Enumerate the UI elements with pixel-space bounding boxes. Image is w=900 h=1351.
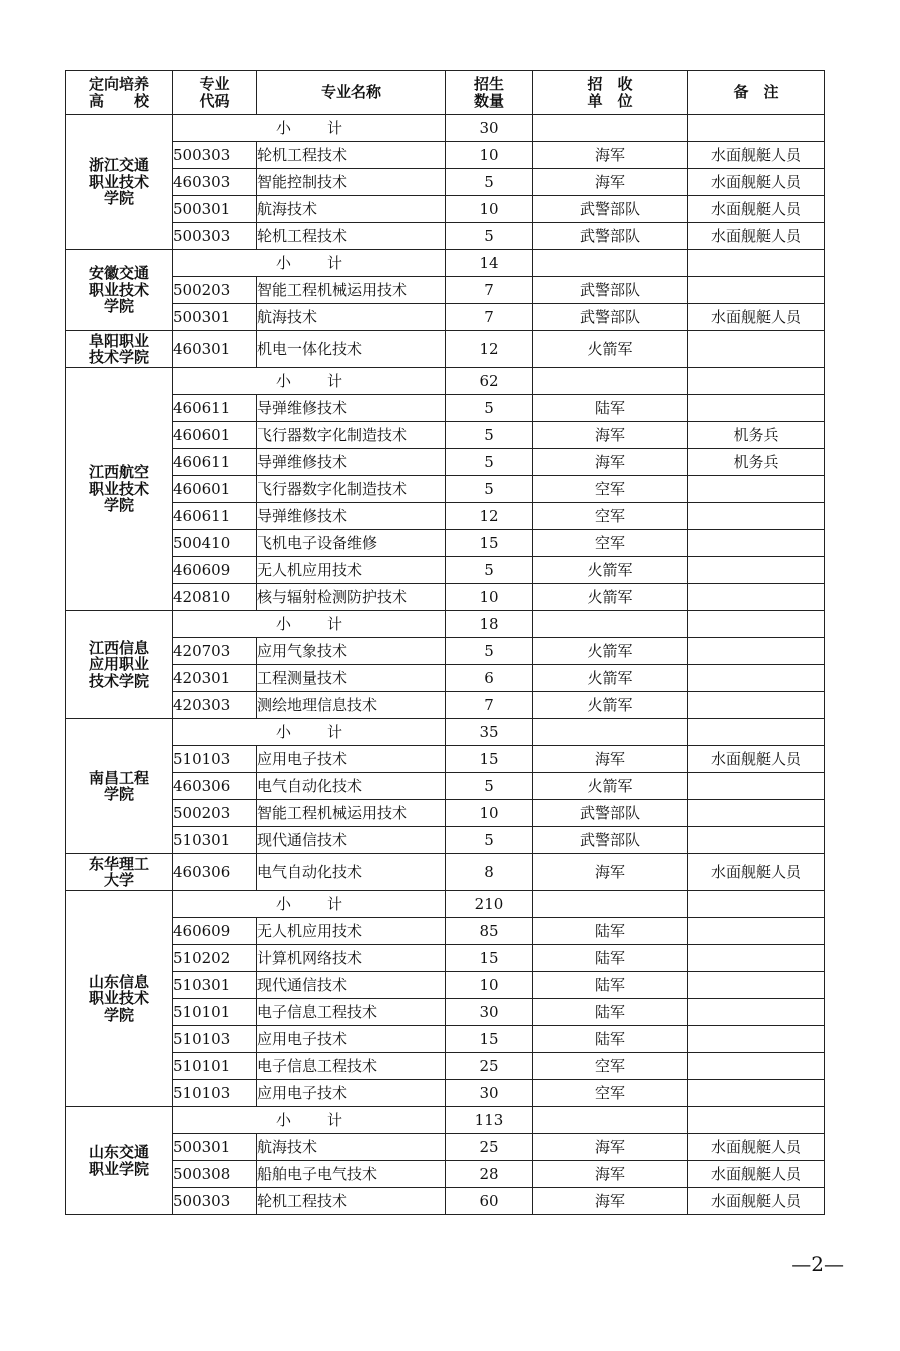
- subtotal-count: 14: [446, 250, 533, 277]
- major-name: 计算机网络技术: [257, 945, 446, 972]
- header-count: [446, 71, 533, 115]
- header-code: [173, 71, 257, 115]
- header-unit: [533, 71, 688, 115]
- remark: [688, 999, 825, 1026]
- recruiting-unit: 海军: [533, 1161, 688, 1188]
- recruiting-unit: 火箭军: [533, 773, 688, 800]
- recruiting-unit: 空军: [533, 1053, 688, 1080]
- recruiting-unit: 武警部队: [533, 223, 688, 250]
- recruiting-unit: 火箭军: [533, 331, 688, 368]
- major-name: 飞行器数字化制造技术: [257, 422, 446, 449]
- major-code: 460306: [173, 773, 257, 800]
- subtotal-label: 小 计: [276, 722, 342, 741]
- recruiting-unit: 海军: [533, 169, 688, 196]
- recruiting-unit: 空军: [533, 476, 688, 503]
- recruiting-unit: 海军: [533, 422, 688, 449]
- table-row: [66, 800, 825, 827]
- remark: 机务兵: [688, 449, 825, 476]
- major-name: 电气自动化技术: [257, 773, 446, 800]
- subtotal-label-cell: [173, 719, 446, 746]
- enrollment-count: 25: [446, 1134, 533, 1161]
- major-code: 500303: [173, 1188, 257, 1215]
- subtotal-label: 小 计: [276, 1110, 342, 1129]
- table-row: [66, 827, 825, 854]
- recruiting-unit: 陆军: [533, 918, 688, 945]
- header-remark-label: 备 注: [733, 83, 779, 102]
- remark: [688, 773, 825, 800]
- major-name: 轮机工程技术: [257, 142, 446, 169]
- enrollment-count: 7: [446, 692, 533, 719]
- enrollment-count: 7: [446, 277, 533, 304]
- enrollment-count: 60: [446, 1188, 533, 1215]
- recruiting-unit: 海军: [533, 1188, 688, 1215]
- major-code: 500410: [173, 530, 257, 557]
- school-name: 安徽交通 职业技术 学院: [88, 264, 149, 316]
- recruiting-unit: 陆军: [533, 972, 688, 999]
- table-row: [66, 196, 825, 223]
- major-code: 460601: [173, 422, 257, 449]
- recruiting-unit: 海军: [533, 746, 688, 773]
- subtotal-row: [66, 368, 825, 395]
- major-name: 电子信息工程技术: [257, 999, 446, 1026]
- table-row: [66, 1188, 825, 1215]
- header-unit-label: 招 收 单 位: [587, 75, 633, 110]
- table-row: [66, 1053, 825, 1080]
- recruiting-unit: 陆军: [533, 999, 688, 1026]
- school-name-cell: [66, 611, 173, 719]
- subtotal-unit-empty: [533, 891, 688, 918]
- subtotal-unit-empty: [533, 250, 688, 277]
- recruiting-unit: 空军: [533, 1080, 688, 1107]
- school-name: 山东交通 职业学院: [88, 1143, 149, 1178]
- major-code: 460611: [173, 503, 257, 530]
- subtotal-remark-empty: [688, 115, 825, 142]
- table-row: [66, 665, 825, 692]
- remark: [688, 918, 825, 945]
- remark: 水面舰艇人员: [688, 854, 825, 891]
- enrollment-count: 10: [446, 972, 533, 999]
- major-code: 460301: [173, 331, 257, 368]
- school-name-cell: [66, 331, 173, 368]
- enrollment-count: 5: [446, 827, 533, 854]
- major-code: 510202: [173, 945, 257, 972]
- subtotal-row: [66, 719, 825, 746]
- school-name-cell: [66, 250, 173, 331]
- recruiting-unit: 火箭军: [533, 665, 688, 692]
- header-name-label: 专业名称: [320, 83, 381, 102]
- major-code: 510103: [173, 1026, 257, 1053]
- major-code: 460609: [173, 918, 257, 945]
- school-name: 江西信息 应用职业 技术学院: [88, 638, 149, 690]
- recruiting-unit: 武警部队: [533, 800, 688, 827]
- recruiting-unit: 陆军: [533, 945, 688, 972]
- enrollment-count: 5: [446, 395, 533, 422]
- enrollment-count: 5: [446, 223, 533, 250]
- remark: [688, 1053, 825, 1080]
- major-name: 现代通信技术: [257, 972, 446, 999]
- major-name: 现代通信技术: [257, 827, 446, 854]
- major-name: 电气自动化技术: [257, 854, 446, 891]
- major-name: 无人机应用技术: [257, 918, 446, 945]
- recruiting-unit: 武警部队: [533, 196, 688, 223]
- table-row: [66, 1134, 825, 1161]
- table-row: [66, 692, 825, 719]
- subtotal-count: 113: [446, 1107, 533, 1134]
- major-name: 应用电子技术: [257, 746, 446, 773]
- recruiting-unit: 空军: [533, 530, 688, 557]
- major-name: 智能工程机械运用技术: [257, 277, 446, 304]
- enrollment-count: 5: [446, 773, 533, 800]
- table-header-row: [66, 71, 825, 115]
- remark: [688, 945, 825, 972]
- major-name: 智能控制技术: [257, 169, 446, 196]
- major-name: 导弹维修技术: [257, 449, 446, 476]
- header-remark: [688, 71, 825, 115]
- major-name: 轮机工程技术: [257, 223, 446, 250]
- recruitment-plan-table: [65, 70, 825, 1215]
- subtotal-row: [66, 115, 825, 142]
- table-row: [66, 304, 825, 331]
- major-code: 460303: [173, 169, 257, 196]
- major-code: 510301: [173, 972, 257, 999]
- school-name-cell: [66, 368, 173, 611]
- major-code: 460611: [173, 449, 257, 476]
- table-row: [66, 945, 825, 972]
- subtotal-unit-empty: [533, 115, 688, 142]
- major-code: 460609: [173, 557, 257, 584]
- subtotal-count: 210: [446, 891, 533, 918]
- table-row: [66, 277, 825, 304]
- major-name: 应用电子技术: [257, 1026, 446, 1053]
- remark: [688, 1026, 825, 1053]
- table-row: [66, 638, 825, 665]
- table-row: [66, 972, 825, 999]
- subtotal-count: 30: [446, 115, 533, 142]
- major-name: 无人机应用技术: [257, 557, 446, 584]
- enrollment-count: 15: [446, 1026, 533, 1053]
- recruiting-unit: 海军: [533, 1134, 688, 1161]
- subtotal-count: 35: [446, 719, 533, 746]
- subtotal-remark-empty: [688, 719, 825, 746]
- school-name: 山东信息 职业技术 学院: [88, 972, 149, 1024]
- table-row: [66, 503, 825, 530]
- subtotal-remark-empty: [688, 891, 825, 918]
- remark: [688, 530, 825, 557]
- remark: [688, 476, 825, 503]
- enrollment-count: 5: [446, 557, 533, 584]
- subtotal-label: 小 计: [276, 253, 342, 272]
- subtotal-row: [66, 891, 825, 918]
- school-name: 浙江交通 职业技术 学院: [88, 156, 149, 208]
- page-number: —2—: [791, 1252, 844, 1276]
- recruiting-unit: 海军: [533, 142, 688, 169]
- school-name: 江西航空 职业技术 学院: [88, 463, 149, 515]
- table-row: [66, 530, 825, 557]
- remark: 水面舰艇人员: [688, 1134, 825, 1161]
- remark: 水面舰艇人员: [688, 169, 825, 196]
- enrollment-count: 5: [446, 476, 533, 503]
- major-code: 500301: [173, 1134, 257, 1161]
- subtotal-unit-empty: [533, 368, 688, 395]
- major-name: 飞机电子设备维修: [257, 530, 446, 557]
- recruiting-unit: 武警部队: [533, 277, 688, 304]
- table-row: [66, 1080, 825, 1107]
- table-row: [66, 142, 825, 169]
- subtotal-label-cell: [173, 891, 446, 918]
- remark: [688, 584, 825, 611]
- table-row: [66, 918, 825, 945]
- table-row: [66, 449, 825, 476]
- enrollment-count: 10: [446, 142, 533, 169]
- major-code: 420303: [173, 692, 257, 719]
- major-name: 电子信息工程技术: [257, 1053, 446, 1080]
- subtotal-remark-empty: [688, 1107, 825, 1134]
- recruiting-unit: 海军: [533, 449, 688, 476]
- remark: [688, 692, 825, 719]
- table-row: [66, 223, 825, 250]
- major-code: 510301: [173, 827, 257, 854]
- table-row: [66, 422, 825, 449]
- enrollment-count: 6: [446, 665, 533, 692]
- school-name-cell: [66, 115, 173, 250]
- header-count-label: 招生 数量: [473, 75, 504, 110]
- subtotal-row: [66, 611, 825, 638]
- subtotal-unit-empty: [533, 611, 688, 638]
- remark: [688, 972, 825, 999]
- table-row: [66, 999, 825, 1026]
- recruiting-unit: 陆军: [533, 395, 688, 422]
- enrollment-count: 28: [446, 1161, 533, 1188]
- major-code: 510101: [173, 999, 257, 1026]
- enrollment-count: 5: [446, 422, 533, 449]
- major-code: 460306: [173, 854, 257, 891]
- major-name: 航海技术: [257, 196, 446, 223]
- table-row: [66, 169, 825, 196]
- enrollment-count: 15: [446, 530, 533, 557]
- major-name: 飞行器数字化制造技术: [257, 476, 446, 503]
- school-name: 阜阳职业 技术学院: [88, 331, 149, 366]
- recruiting-unit: 火箭军: [533, 638, 688, 665]
- remark: 机务兵: [688, 422, 825, 449]
- major-name: 测绘地理信息技术: [257, 692, 446, 719]
- school-name: 东华理工 大学: [88, 854, 149, 889]
- recruiting-unit: 空军: [533, 503, 688, 530]
- major-code: 510103: [173, 746, 257, 773]
- subtotal-label: 小 计: [276, 118, 342, 137]
- remark: [688, 277, 825, 304]
- major-code: 420810: [173, 584, 257, 611]
- major-name: 导弹维修技术: [257, 395, 446, 422]
- major-code: 500203: [173, 800, 257, 827]
- enrollment-count: 8: [446, 854, 533, 891]
- major-name: 应用电子技术: [257, 1080, 446, 1107]
- recruiting-unit: 火箭军: [533, 692, 688, 719]
- major-name: 轮机工程技术: [257, 1188, 446, 1215]
- recruiting-unit: 火箭军: [533, 584, 688, 611]
- remark: [688, 827, 825, 854]
- remark: [688, 665, 825, 692]
- enrollment-count: 12: [446, 503, 533, 530]
- subtotal-label-cell: [173, 368, 446, 395]
- major-code: 460611: [173, 395, 257, 422]
- table-row: [66, 1026, 825, 1053]
- remark: [688, 1080, 825, 1107]
- subtotal-label: 小 计: [276, 371, 342, 390]
- subtotal-label-cell: [173, 611, 446, 638]
- major-code: 500308: [173, 1161, 257, 1188]
- table-row: [66, 331, 825, 368]
- remark: 水面舰艇人员: [688, 142, 825, 169]
- school-name-cell: [66, 891, 173, 1107]
- remark: [688, 800, 825, 827]
- subtotal-unit-empty: [533, 1107, 688, 1134]
- table-row: [66, 773, 825, 800]
- enrollment-count: 30: [446, 999, 533, 1026]
- subtotal-count: 18: [446, 611, 533, 638]
- subtotal-label-cell: [173, 1107, 446, 1134]
- major-code: 460601: [173, 476, 257, 503]
- major-code: 500301: [173, 304, 257, 331]
- school-name-cell: [66, 1107, 173, 1215]
- major-name: 工程测量技术: [257, 665, 446, 692]
- header-code-label: 专业 代码: [199, 75, 230, 110]
- remark: 水面舰艇人员: [688, 223, 825, 250]
- school-name: 南昌工程 学院: [88, 768, 149, 803]
- major-code: 510103: [173, 1080, 257, 1107]
- enrollment-count: 85: [446, 918, 533, 945]
- major-code: 510101: [173, 1053, 257, 1080]
- recruiting-unit: 武警部队: [533, 827, 688, 854]
- major-code: 420301: [173, 665, 257, 692]
- major-code: 500301: [173, 196, 257, 223]
- remark: [688, 395, 825, 422]
- subtotal-label: 小 计: [276, 614, 342, 633]
- major-name: 核与辐射检测防护技术: [257, 584, 446, 611]
- major-code: 500303: [173, 142, 257, 169]
- table-row: [66, 746, 825, 773]
- remark: [688, 503, 825, 530]
- recruiting-unit: 火箭军: [533, 557, 688, 584]
- table-row: [66, 557, 825, 584]
- subtotal-label: 小 计: [276, 894, 342, 913]
- recruiting-unit: 武警部队: [533, 304, 688, 331]
- subtotal-remark-empty: [688, 250, 825, 277]
- subtotal-unit-empty: [533, 719, 688, 746]
- table-row: [66, 584, 825, 611]
- major-name: 导弹维修技术: [257, 503, 446, 530]
- major-name: 智能工程机械运用技术: [257, 800, 446, 827]
- subtotal-label-cell: [173, 250, 446, 277]
- subtotal-remark-empty: [688, 368, 825, 395]
- major-name: 船舶电子电气技术: [257, 1161, 446, 1188]
- remark: 水面舰艇人员: [688, 1161, 825, 1188]
- remark: 水面舰艇人员: [688, 1188, 825, 1215]
- subtotal-row: [66, 250, 825, 277]
- remark: [688, 331, 825, 368]
- enrollment-count: 5: [446, 638, 533, 665]
- major-code: 500303: [173, 223, 257, 250]
- remark: 水面舰艇人员: [688, 196, 825, 223]
- major-code: 500203: [173, 277, 257, 304]
- enrollment-count: 10: [446, 584, 533, 611]
- header-school: [66, 71, 173, 115]
- table-body: [66, 115, 825, 1215]
- table-row: [66, 854, 825, 891]
- header-school-label: 定向培养 高 校: [88, 75, 149, 110]
- remark: 水面舰艇人员: [688, 304, 825, 331]
- major-name: 航海技术: [257, 1134, 446, 1161]
- major-name: 应用气象技术: [257, 638, 446, 665]
- table-row: [66, 1161, 825, 1188]
- table-row: [66, 476, 825, 503]
- subtotal-remark-empty: [688, 611, 825, 638]
- header-name: [257, 71, 446, 115]
- enrollment-count: 25: [446, 1053, 533, 1080]
- remark: [688, 557, 825, 584]
- enrollment-count: 10: [446, 800, 533, 827]
- enrollment-count: 5: [446, 169, 533, 196]
- table-row: [66, 395, 825, 422]
- subtotal-label-cell: [173, 115, 446, 142]
- school-name-cell: [66, 854, 173, 891]
- subtotal-row: [66, 1107, 825, 1134]
- subtotal-count: 62: [446, 368, 533, 395]
- major-name: 航海技术: [257, 304, 446, 331]
- enrollment-count: 15: [446, 945, 533, 972]
- remark: 水面舰艇人员: [688, 746, 825, 773]
- enrollment-count: 10: [446, 196, 533, 223]
- recruiting-unit: 陆军: [533, 1026, 688, 1053]
- major-code: 420703: [173, 638, 257, 665]
- remark: [688, 638, 825, 665]
- enrollment-count: 12: [446, 331, 533, 368]
- major-name: 机电一体化技术: [257, 331, 446, 368]
- recruiting-unit: 海军: [533, 854, 688, 891]
- enrollment-count: 30: [446, 1080, 533, 1107]
- enrollment-count: 7: [446, 304, 533, 331]
- enrollment-count: 15: [446, 746, 533, 773]
- enrollment-count: 5: [446, 449, 533, 476]
- school-name-cell: [66, 719, 173, 854]
